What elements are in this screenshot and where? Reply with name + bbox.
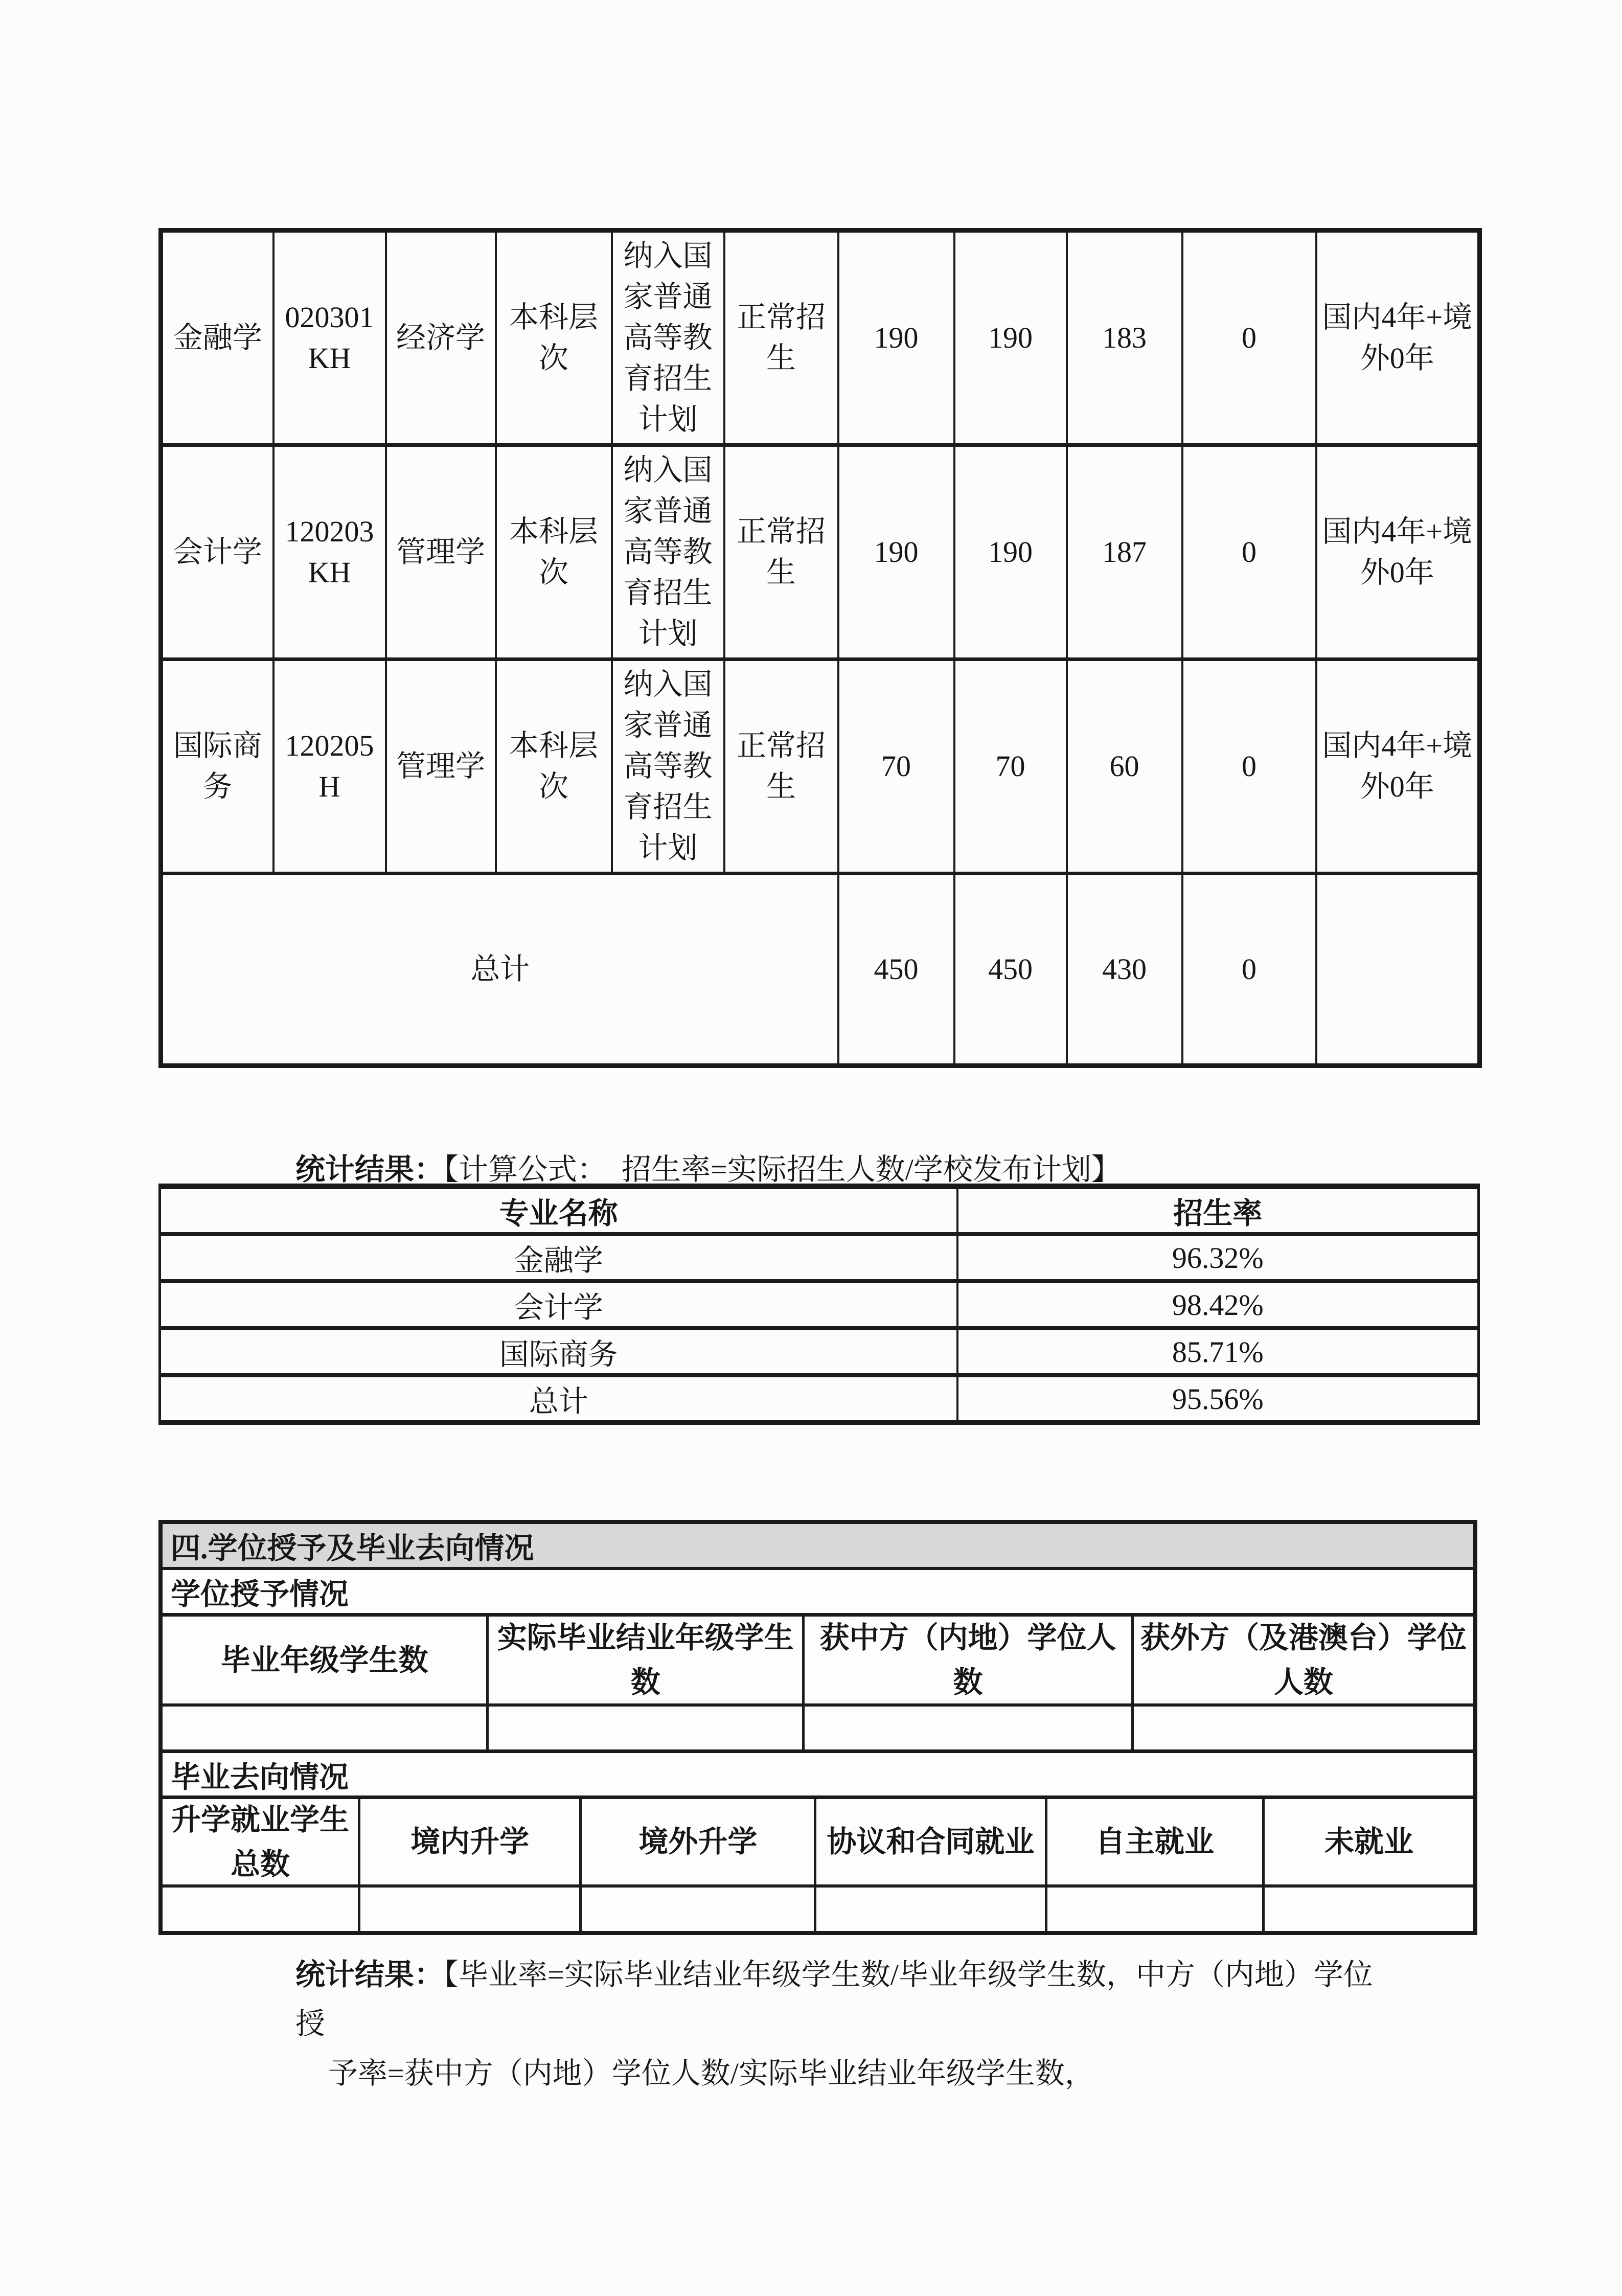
cell-plan-actual-total: 450 bbox=[954, 874, 1067, 1066]
enrollment-rate-note bbox=[295, 1145, 1121, 1188]
section-degree-and-destination bbox=[158, 1520, 1477, 1935]
empty-cell bbox=[163, 1888, 358, 1931]
cell-enrolled-actual: 183 bbox=[1067, 231, 1182, 445]
cell-admission-status: 正常招生 bbox=[724, 231, 838, 445]
cell-plan-scope: 纳入国家普通高等教育招生计划 bbox=[612, 231, 724, 445]
enrollment-rate-table bbox=[158, 1184, 1480, 1425]
employment-table-header-row bbox=[163, 1795, 1473, 1884]
table-row-finance bbox=[161, 231, 1480, 445]
graduation-rate-note bbox=[295, 1950, 1379, 2098]
cell-plan-published: 70 bbox=[838, 660, 954, 874]
cell-enrolled-other-total: 0 bbox=[1182, 874, 1316, 1066]
cell-level: 本科层次 bbox=[496, 445, 612, 660]
cell-discipline: 管理学 bbox=[386, 445, 496, 660]
cell-schooling: 国内4年+境外0年 bbox=[1316, 231, 1480, 445]
cell-enrolled-other: 0 bbox=[1182, 445, 1316, 660]
empty-cell bbox=[358, 1888, 579, 1931]
section-title-bar bbox=[163, 1524, 1473, 1570]
cell-admission-status: 正常招生 bbox=[724, 660, 838, 874]
table-row bbox=[160, 1328, 1479, 1375]
employment-table-empty-row bbox=[163, 1884, 1473, 1931]
enrollment-table bbox=[158, 228, 1482, 1068]
employment-header-cell: 境内升学 bbox=[358, 1799, 579, 1884]
cell-plan-published: 190 bbox=[838, 445, 954, 660]
cell-level: 本科层次 bbox=[496, 231, 612, 445]
table-row-accounting bbox=[161, 445, 1480, 660]
empty-cell bbox=[579, 1888, 814, 1931]
cell-enrolled-actual: 60 bbox=[1067, 660, 1182, 874]
cell-major: 国际商务 bbox=[160, 1328, 957, 1375]
cell-schooling: 国内4年+境外0年 bbox=[1316, 660, 1480, 874]
cell-enrolled-other: 0 bbox=[1182, 660, 1316, 874]
note-label: 统计结果： bbox=[295, 1958, 444, 1991]
cell-major: 会计学 bbox=[161, 445, 273, 660]
total-label: 总计 bbox=[161, 874, 838, 1066]
degree-header-cell: 获外方（及港澳台）学位人数 bbox=[1131, 1617, 1473, 1703]
empty-cell bbox=[802, 1707, 1131, 1749]
cell-enrolled-actual-total: 430 bbox=[1067, 874, 1182, 1066]
degree-award-label bbox=[163, 1570, 1473, 1613]
empty-cell bbox=[163, 1707, 486, 1749]
table-row bbox=[160, 1281, 1479, 1328]
employment-header-cell: 协议和合同就业 bbox=[814, 1799, 1044, 1884]
empty-cell bbox=[1262, 1888, 1473, 1931]
cell-major: 总计 bbox=[160, 1375, 957, 1423]
cell-rate: 98.42% bbox=[957, 1281, 1479, 1328]
cell-code: 020301KH bbox=[273, 231, 386, 445]
cell-plan-actual: 190 bbox=[954, 231, 1067, 445]
cell-rate: 85.71% bbox=[957, 1328, 1479, 1375]
header-major: 专业名称 bbox=[160, 1187, 957, 1235]
table-row bbox=[160, 1234, 1479, 1281]
cell-major: 国际商务 bbox=[161, 660, 273, 874]
employment-header-cell: 自主就业 bbox=[1045, 1799, 1263, 1884]
cell-major: 金融学 bbox=[160, 1234, 957, 1281]
empty-cell bbox=[1045, 1888, 1263, 1931]
cell-level: 本科层次 bbox=[496, 660, 612, 874]
table-row bbox=[160, 1375, 1479, 1423]
cell-rate: 96.32% bbox=[957, 1234, 1479, 1281]
cell-plan-scope: 纳入国家普通高等教育招生计划 bbox=[612, 445, 724, 660]
cell-discipline: 经济学 bbox=[386, 231, 496, 445]
degree-header-cell: 毕业年级学生数 bbox=[220, 1643, 428, 1677]
employment-header-cell: 未就业 bbox=[1262, 1799, 1473, 1884]
note-line-1 bbox=[295, 1950, 1379, 2049]
degree-table-header-row bbox=[163, 1613, 1473, 1703]
cell-rate: 95.56% bbox=[957, 1375, 1479, 1423]
employment-header-cell: 升学就业学生总数 bbox=[171, 1803, 350, 1881]
cell-plan-published-total: 450 bbox=[838, 874, 954, 1066]
cell-schooling-empty bbox=[1316, 874, 1480, 1066]
cell-plan-actual: 190 bbox=[954, 445, 1067, 660]
cell-discipline: 管理学 bbox=[386, 660, 496, 874]
cell-code: 120203KH bbox=[273, 445, 386, 660]
note-label: 统计结果： bbox=[295, 1153, 444, 1186]
table-row-total bbox=[161, 874, 1480, 1066]
destination-label-text: 毕业去向情况 bbox=[171, 1760, 349, 1794]
empty-cell bbox=[1131, 1707, 1473, 1749]
note-text: 【计算公式： 招生率=实际招生人数/学校发布计划】 bbox=[444, 1153, 1121, 1186]
cell-code: 120205H bbox=[273, 660, 386, 874]
rate-table-header-row bbox=[160, 1187, 1479, 1235]
destination-label bbox=[163, 1749, 1473, 1795]
degree-header-cell: 获中方（内地）学位人数 bbox=[802, 1617, 1131, 1703]
empty-cell bbox=[486, 1707, 802, 1749]
empty-cell bbox=[814, 1888, 1044, 1931]
degree-award-label-text: 学位授予情况 bbox=[171, 1578, 349, 1611]
employment-header-cell: 境外升学 bbox=[579, 1799, 814, 1884]
cell-enrolled-actual: 187 bbox=[1067, 445, 1182, 660]
degree-header-cell: 实际毕业结业年级学生数 bbox=[486, 1617, 802, 1703]
cell-plan-scope: 纳入国家普通高等教育招生计划 bbox=[612, 660, 724, 874]
cell-admission-status: 正常招生 bbox=[724, 445, 838, 660]
note-text: 【毕业率=实际毕业结业年级学生数/毕业年级学生数，中方（内地）学位授 bbox=[295, 1958, 1373, 2041]
cell-enrolled-other: 0 bbox=[1182, 231, 1316, 445]
cell-schooling: 国内4年+境外0年 bbox=[1316, 445, 1480, 660]
table-row-intl-business bbox=[161, 660, 1480, 874]
cell-major: 金融学 bbox=[161, 231, 273, 445]
cell-plan-published: 190 bbox=[838, 231, 954, 445]
section-title: 四.学位授予及毕业去向情况 bbox=[171, 1532, 534, 1565]
header-rate: 招生率 bbox=[957, 1187, 1479, 1235]
note-line-2 bbox=[328, 2049, 1379, 2098]
degree-table-empty-row bbox=[163, 1703, 1473, 1749]
cell-plan-actual: 70 bbox=[954, 660, 1067, 874]
note-text: 予率=获中方（内地）学位人数/实际毕业结业年级学生数， bbox=[328, 2056, 1094, 2090]
cell-major: 会计学 bbox=[160, 1281, 957, 1328]
